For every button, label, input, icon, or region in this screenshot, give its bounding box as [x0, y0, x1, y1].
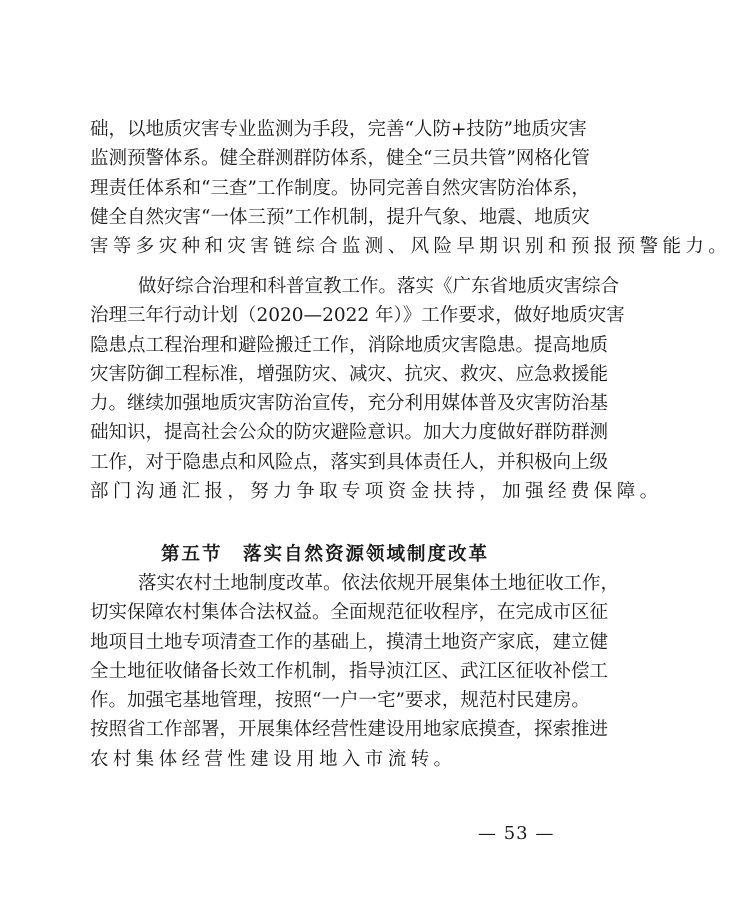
text-line: 农村集体经营性建设用地入市流转。 — [90, 748, 457, 770]
text-line: 全土地征收储备长效工作机制，指导浈江区、武江区征收补偿工 — [90, 660, 609, 682]
text-line: 工作，对于隐患点和风险点，落实到具体责任人，并积极向上级 — [90, 451, 609, 473]
section-heading: 第五节 落实自然资源领域制度改革 — [160, 544, 489, 565]
text-line: 灾害防御工程标准，增强防灾、减灾、抗灾、救灾、应急救援能 — [90, 363, 609, 385]
paragraph-land-reform — [90, 569, 620, 774]
text-line: 落实农村土地制度改革。依法依规开展集体土地征收工作， — [138, 573, 620, 594]
text-line: 力。继续加强地质灾害防治宣传，充分利用媒体普及灾害防治基 — [90, 393, 609, 415]
text-line: 作。加强宅基地管理，按照“一户一宅”要求，规范村民建房。 — [90, 690, 590, 712]
paragraph-disaster-monitoring — [90, 115, 731, 261]
text-line: 治理三年行动计划（2020—2022 年）》工作要求，做好地质灾害 — [90, 305, 625, 327]
page-number: — 53 — — [478, 823, 555, 844]
paragraph-comprehensive-governance — [90, 272, 663, 506]
text-line: 部门沟通汇报，努力争取专项资金扶持，加强经费保障。 — [90, 481, 663, 503]
text-line: 害等多灾种和灾害链综合监测、风险早期识别和预报预警能力。 — [90, 236, 731, 258]
text-line: 监测预警体系。健全群测群防体系，健全“三员共管”网格化管 — [90, 148, 590, 170]
text-line: 理责任体系和“三查”工作制度。协同完善自然灾害防治体系， — [90, 177, 590, 199]
text-line: 按照省工作部署，开展集体经营性建设用地家底摸查，探索推进 — [90, 719, 609, 741]
text-line: 隐患点工程治理和避险搬迁工作，消除地质灾害隐患。提高地质 — [90, 334, 609, 356]
text-line: 健全自然灾害“一体三预”工作机制，提升气象、地震、地质灾 — [90, 206, 590, 228]
text-line: 础知识，提高社会公众的防灾避险意识。加大力度做好群防群测 — [90, 422, 609, 444]
text-line: 础，以地质灾害专业监测为手段，完善“人防+技防”地质灾害 — [90, 119, 587, 140]
text-line: 做好综合治理和科普宣教工作。落实《广东省地质灾害综合 — [138, 276, 620, 297]
text-line: 切实保障农村集体合法权益。全面规范征收程序，在完成市区征 — [90, 602, 609, 624]
text-line: 地项目土地专项清查工作的基础上，摸清土地资产家底，建立健 — [90, 631, 609, 653]
